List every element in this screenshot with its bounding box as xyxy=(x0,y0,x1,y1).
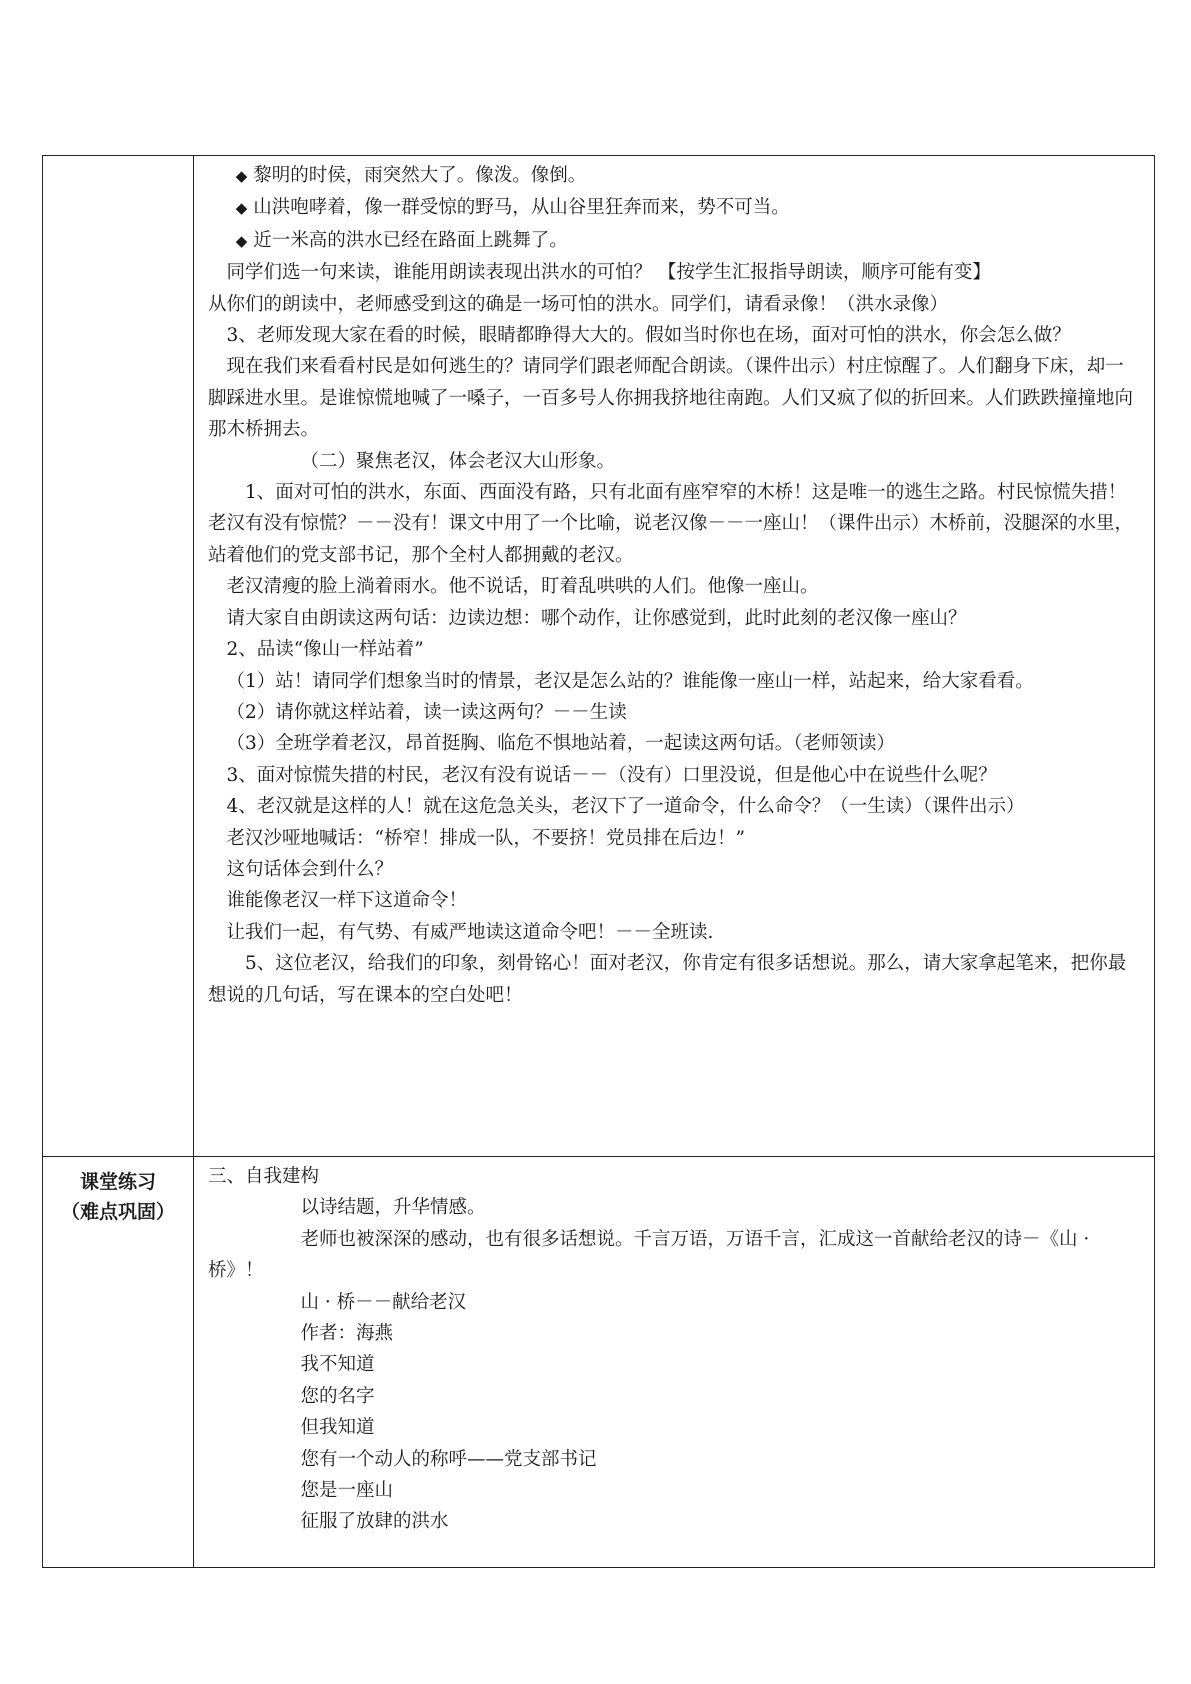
bullet-line: ◆ 黎明的时侯，雨突然大了。像泼。像倒。 xyxy=(208,160,1140,192)
diamond-bullet-icon: ◆ xyxy=(235,167,248,185)
practice-label-cell xyxy=(43,1157,194,1568)
teaching-process-row xyxy=(43,156,1155,1157)
poem-line: 您有一个动人的称呼——党支部书记 xyxy=(300,1448,597,1470)
poem-line: 我不知道 xyxy=(300,1354,375,1376)
paragraph: （2）请你就这样站着，读一读这两句？－－生读 xyxy=(226,701,627,723)
poem-line: 征服了放肆的洪水 xyxy=(300,1511,449,1533)
paragraph: 老汉清瘦的脸上淌着雨水。他不说话，盯着乱哄哄的人们。他像一座山。 xyxy=(226,576,819,598)
diamond-bullet-icon: ◆ xyxy=(235,231,248,250)
lesson-plan-sheet xyxy=(42,155,1155,1568)
paragraph: 1、面对可怕的洪水，东面、西面没有路，只有北面有座窄窄的木桥！这是唯一的逃生之路。村民惊慌失措！老汉有没有惊慌？－－没有！课文中用了一个比喻，说老汉像－－一座山！（课件出示）木桥前，没腿深的水里，站着他们的党支部书记，那个全村人都拥戴的老汉。 xyxy=(208,482,1134,566)
paragraph: 3、老师发现大家在看的时候，眼睛都睁得大大的。假如当时你也在场，面对可怕的洪水，你会怎么做？ xyxy=(226,325,1071,347)
paragraph: 5、这位老汉，给我们的印象，刻骨铭心！面对老汉，你肯定有很多话想说。那么，请大家拿起笔来，把你最想说的几句话，写在课本的空白处吧！ xyxy=(208,953,1127,1006)
lesson-table xyxy=(42,155,1155,1568)
poem-title: 山 · 桥－－献给老汉 xyxy=(300,1291,467,1313)
practice-label: 课堂练习 xyxy=(79,1171,156,1193)
paragraph: 以诗结题，升华情感。 xyxy=(300,1197,486,1219)
poem-line: 您是一座山 xyxy=(300,1480,394,1502)
section-heading: 三、自我建构 xyxy=(208,1166,320,1187)
bullet-line: ◆ 山洪咆哮着，像一群受惊的野马，从山谷里狂奔而来，势不可当。 xyxy=(208,192,1140,224)
paragraph: 3、面对惊慌失措的村民，老汉有没有说话－－（没有）口里没说，但是他心中在说些什么呢？ xyxy=(226,764,997,786)
practice-row xyxy=(43,1157,1155,1568)
paragraph: 4、老汉就是这样的人！就在这危急关头，老汉下了一道命令，什么命令？（一生读）（课件出示） xyxy=(226,796,1025,818)
paragraph: 让我们一起，有气势、有威严地读这道命令吧！－－全班读. xyxy=(226,921,714,943)
poem-line: 但我知道 xyxy=(300,1417,375,1439)
practice-sublabel: （难点巩固） xyxy=(60,1201,175,1223)
poem-line: 您的名字 xyxy=(300,1385,375,1407)
paragraph: （3）全班学着老汉，昂首挺胸、临危不惧地站着，一起读这两句话。（老师领读） xyxy=(226,733,896,755)
paragraph: 现在我们来看看村民是如何逃生的？请同学们跟老师配合朗读。（课件出示）村庄惊醒了。人们翻身下床，却一脚踩进水里。是谁惊慌地喊了一嗓子，一百多号人你拥我挤地往南跑。人们又疯了似的折回来。人们跌跌撞撞地向那木桥拥去。 xyxy=(208,356,1134,441)
row-label-empty xyxy=(43,156,194,1157)
paragraph: 老师也被深深的感动，也有很多话想说。千言万语，万语千言，汇成这一首献给老汉的诗－《山 · 桥》！ xyxy=(208,1228,1090,1282)
section-subheading: （二）聚焦老汉，体会老汉大山形象。 xyxy=(300,450,616,472)
paragraph: 从你们的朗读中，老师感受到这的确是一场可怕的洪水。同学们，请看录像！（洪水录像） xyxy=(208,293,949,315)
paragraph: （1）站！请同学们想象当时的情景，老汉是怎么站的？谁能像一座山一样，站起来，给大家看看。 xyxy=(226,670,1034,692)
practice-content-cell xyxy=(194,1157,1155,1568)
paragraph: 这句话体会到什么？ xyxy=(226,858,394,880)
paragraph: 谁能像老汉一样下这道命令！ xyxy=(226,890,468,912)
teaching-process-cell xyxy=(194,156,1155,1157)
paragraph: 2、品读“像山一样站着” xyxy=(226,639,424,661)
diamond-bullet-icon: ◆ xyxy=(235,199,248,218)
paragraph: 老汉沙哑地喊话：“桥窄！排成一队，不要挤！党员排在后边！” xyxy=(226,827,745,849)
bullet-line: ◆ 近一米高的洪水已经在路面上跳舞了。 xyxy=(208,225,1140,257)
paragraph: 同学们选一句来读，谁能用朗读表现出洪水的可怕？ 【按学生汇报指导朗读，顺序可能有变】 xyxy=(226,262,991,284)
paragraph: 请大家自由朗读这两句话：边读边想：哪个动作，让你感觉到，此时此刻的老汉像一座山？ xyxy=(226,607,967,629)
poem-author: 作者：海燕 xyxy=(300,1323,394,1345)
